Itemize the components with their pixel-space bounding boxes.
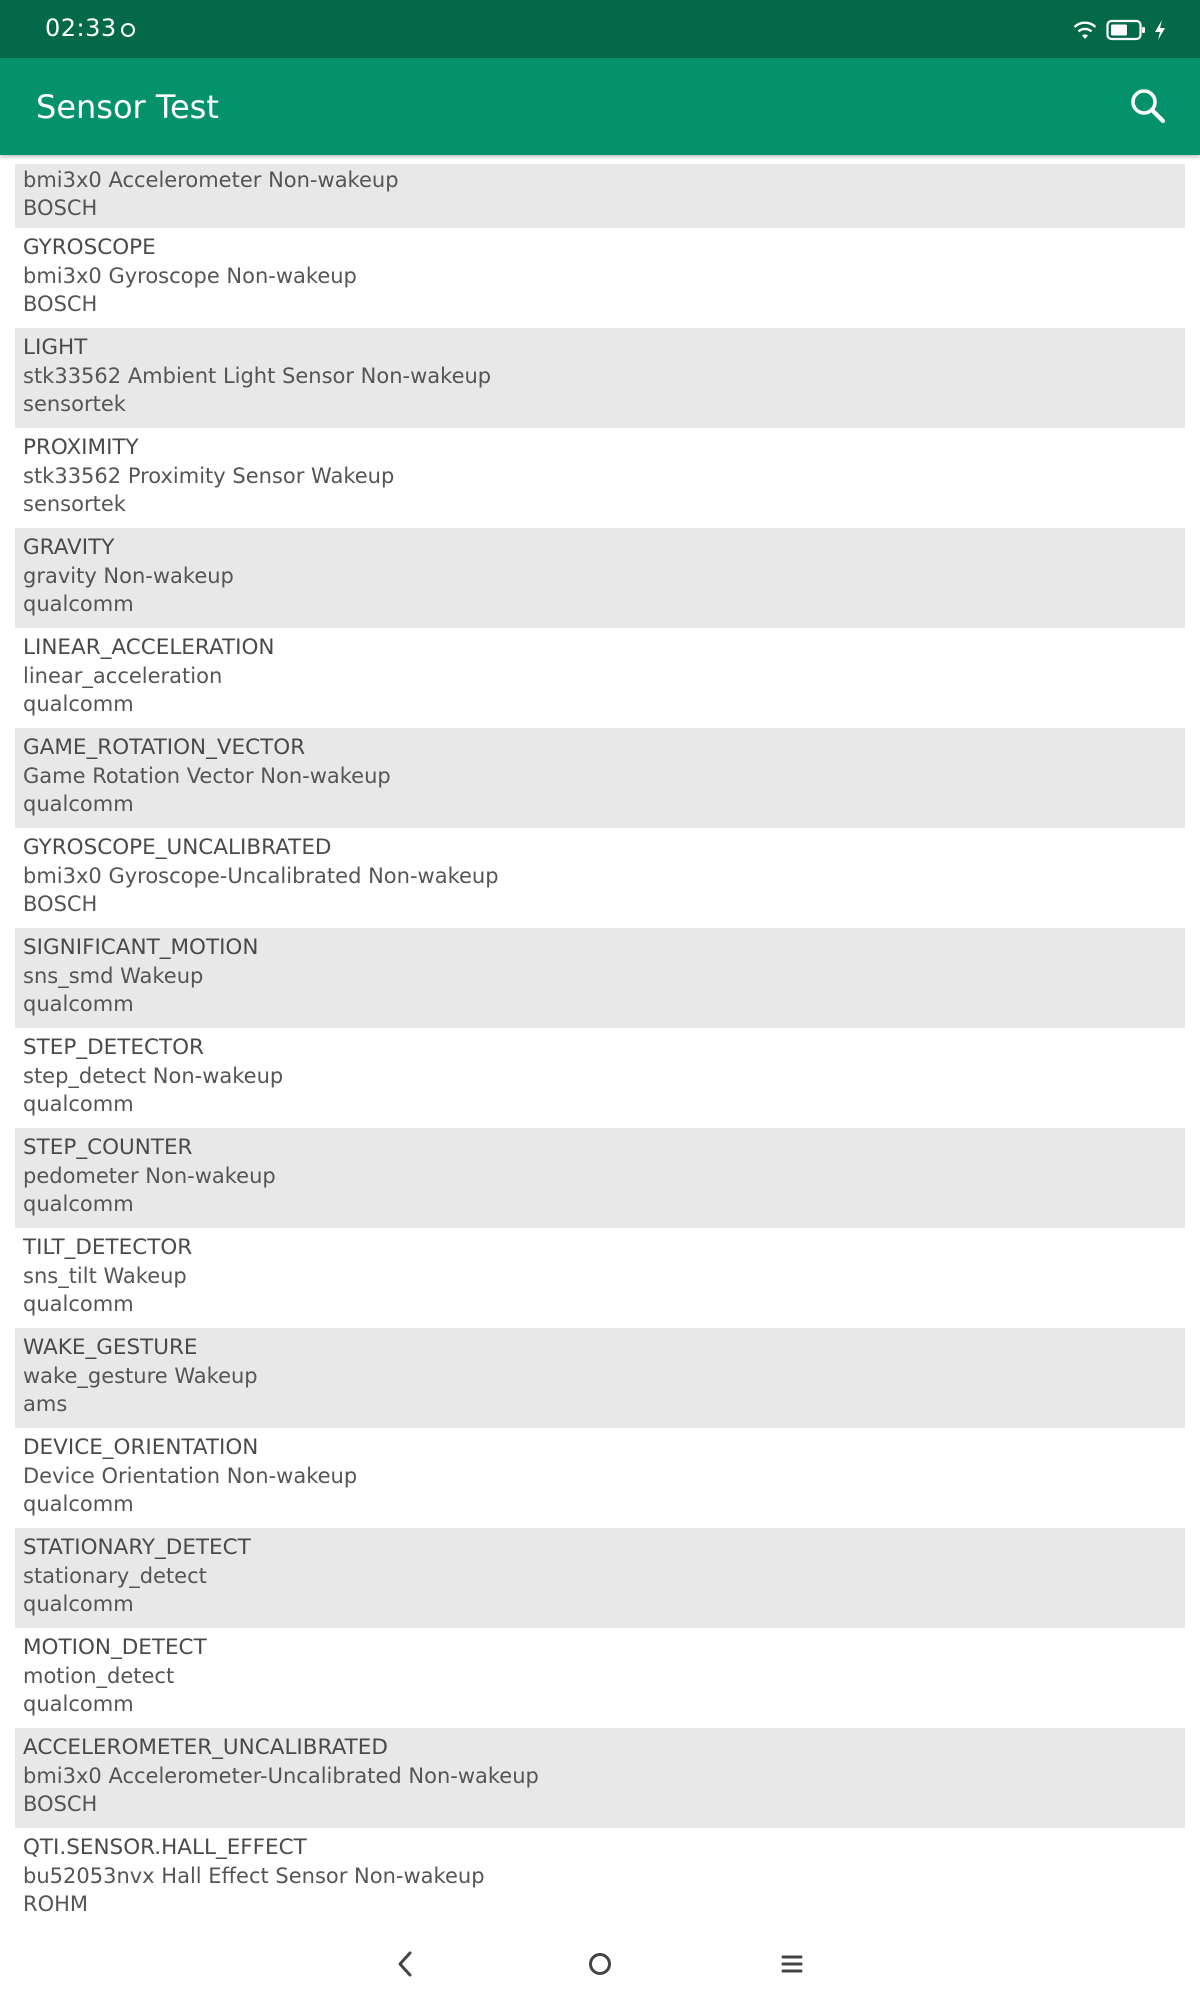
sensor-list [15,164,1185,1928]
sensor-type: STEP_DETECTOR [23,1035,204,1060]
sensor-row[interactable] [15,828,1185,928]
sensor-type: DEVICE_ORIENTATION [23,1435,259,1460]
sensor-row[interactable] [15,1528,1185,1628]
sensor-row[interactable] [15,164,1185,228]
sensor-type: STEP_COUNTER [23,1135,193,1160]
sensor-type: SIGNIFICANT_MOTION [23,935,259,960]
sensor-name: Game Rotation Vector Non-wakeup [23,764,391,788]
sensor-vendor: BOSCH [23,1792,98,1816]
sensor-name: step_detect Non-wakeup [23,1064,284,1088]
navigation-bar [0,1928,1200,2000]
sensor-row[interactable] [15,728,1185,828]
sensor-type: PROXIMITY [23,435,139,460]
home-button[interactable] [578,1942,622,1986]
sensor-row[interactable] [15,428,1185,528]
app-title: Sensor Test [36,88,219,126]
back-button[interactable] [384,1942,428,1986]
sensor-name: wake_gesture Wakeup [23,1364,258,1388]
sensor-vendor: qualcomm [23,792,134,816]
sensor-vendor: BOSCH [23,196,98,220]
menu-icon [770,1942,814,1986]
sensor-name: bu52053nvx Hall Effect Sensor Non-wakeup [23,1864,485,1888]
sensor-type: GYROSCOPE_UNCALIBRATED [23,835,332,860]
app-bar [0,58,1200,155]
status-time-wrap [45,14,135,42]
sensor-vendor: qualcomm [23,592,134,616]
sensor-type: GYROSCOPE [23,235,156,260]
home-icon [578,1942,622,1986]
sensor-name: bmi3x0 Gyroscope Non-wakeup [23,264,357,288]
sensor-row[interactable] [15,228,1185,328]
sensor-vendor: sensortek [23,492,126,516]
sensor-row[interactable] [15,1028,1185,1128]
sensor-name: gravity Non-wakeup [23,564,234,588]
sensor-type: STATIONARY_DETECT [23,1535,251,1560]
sensor-name: pedometer Non-wakeup [23,1164,276,1188]
sensor-name: motion_detect [23,1664,175,1688]
sensor-type: MOTION_DETECT [23,1635,207,1660]
sensor-vendor: qualcomm [23,1692,134,1716]
sensor-type: GAME_ROTATION_VECTOR [23,735,306,760]
sensor-vendor: qualcomm [23,1592,134,1616]
sensor-row[interactable] [15,628,1185,728]
sensor-row[interactable] [15,928,1185,1028]
sensor-vendor: qualcomm [23,1192,134,1216]
sensor-name: linear_acceleration [23,664,223,688]
back-icon [384,1942,428,1986]
sensor-row[interactable] [15,528,1185,628]
sensor-vendor: ams [23,1392,68,1416]
sensor-vendor: ROHM [23,1892,89,1916]
sensor-name: sns_smd Wakeup [23,964,204,988]
sensor-row[interactable] [15,1728,1185,1828]
sensor-vendor: qualcomm [23,1492,134,1516]
sensor-type: TILT_DETECTOR [23,1235,193,1260]
menu-button[interactable] [770,1942,814,1986]
sensor-row[interactable] [15,1128,1185,1228]
sensor-row[interactable] [15,1628,1185,1728]
sensor-type: LINEAR_ACCELERATION [23,635,275,660]
sensor-name: stationary_detect [23,1564,207,1588]
status-time: 02:33 [45,14,117,42]
sensor-vendor: qualcomm [23,1292,134,1316]
sensor-vendor: qualcomm [23,1092,134,1116]
sensor-name: sns_tilt Wakeup [23,1264,187,1288]
status-icons [1072,16,1166,44]
search-button[interactable] [1126,84,1172,130]
sensor-vendor: BOSCH [23,892,98,916]
sensor-type: QTI.SENSOR.HALL_EFFECT [23,1835,307,1860]
sensor-type: GRAVITY [23,535,115,560]
sensor-type: LIGHT [23,335,88,360]
sensor-type: ACCELEROMETER_UNCALIBRATED [23,1735,388,1760]
notification-dot-icon [121,23,135,37]
battery-icon [1106,19,1146,41]
status-bar [0,0,1200,58]
sensor-name: bmi3x0 Accelerometer Non-wakeup [23,168,399,192]
sensor-name: stk33562 Proximity Sensor Wakeup [23,464,395,488]
wifi-icon [1072,19,1098,41]
sensor-vendor: qualcomm [23,692,134,716]
sensor-vendor: qualcomm [23,992,134,1016]
charging-icon [1154,19,1166,41]
sensor-type: WAKE_GESTURE [23,1335,198,1360]
sensor-row[interactable] [15,328,1185,428]
sensor-row[interactable] [15,1828,1185,1928]
sensor-name: Device Orientation Non-wakeup [23,1464,358,1488]
sensor-name: bmi3x0 Accelerometer-Uncalibrated Non-wakeup [23,1764,539,1788]
sensor-row[interactable] [15,1328,1185,1428]
sensor-name: bmi3x0 Gyroscope-Uncalibrated Non-wakeup [23,864,499,888]
sensor-vendor: sensortek [23,392,126,416]
search-icon [1126,84,1172,130]
sensor-name: stk33562 Ambient Light Sensor Non-wakeup [23,364,492,388]
sensor-row[interactable] [15,1428,1185,1528]
sensor-row[interactable] [15,1228,1185,1328]
sensor-vendor: BOSCH [23,292,98,316]
